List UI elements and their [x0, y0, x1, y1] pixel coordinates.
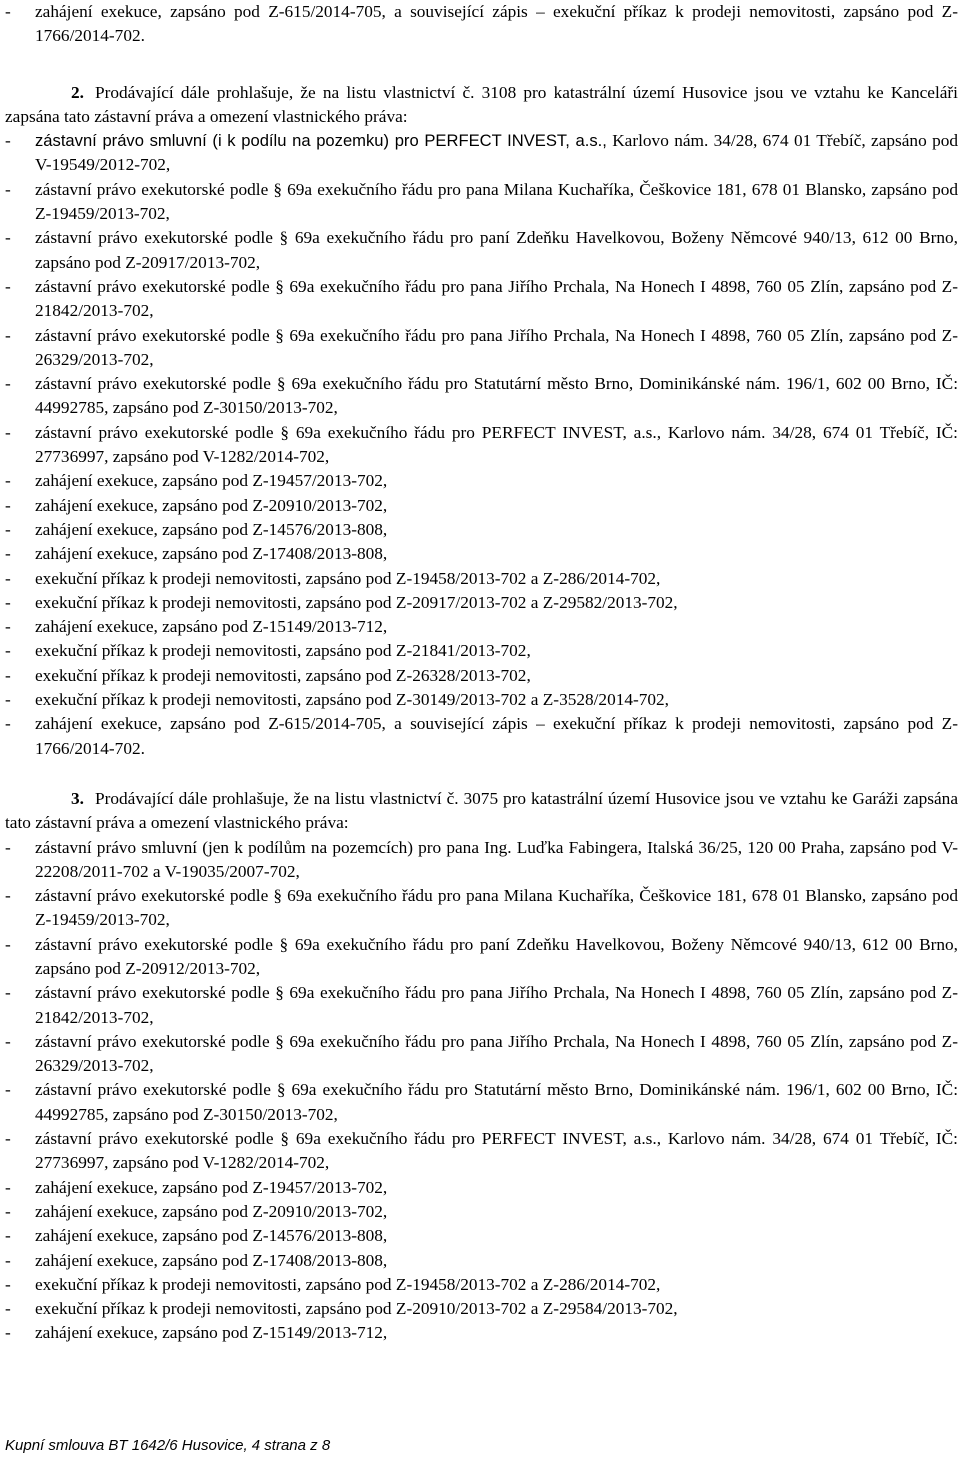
list-item — [5, 1321, 958, 1345]
list-item — [5, 518, 958, 542]
list-dash: - — [5, 690, 11, 710]
list-item — [5, 178, 958, 227]
list-dash: - — [5, 837, 11, 857]
section-2-number: 2. — [71, 82, 84, 102]
section-2-intro — [5, 81, 958, 130]
list-item-text: zástavní právo exekutorské podle § 69a exekučního řádu pro paní Zdeňku Havelkovou, Boženy Němcové 940/13, 612 00 Brno, zapsáno pod Z-20917/2013-702, — [35, 228, 958, 272]
list-item-text: zástavní právo exekutorské podle § 69a exekučního řádu pro paní Zdeňku Havelkovou, Boženy Němcové 940/13, 612 00 Brno, zapsáno pod Z-20912/2013-702, — [35, 934, 958, 978]
list-item — [5, 1297, 958, 1321]
list-item-text: zahájení exekuce, zapsáno pod Z-19457/2013-702, — [35, 471, 388, 491]
list-item — [5, 1273, 958, 1297]
list-item-text: zástavní právo exekutorské podle § 69a exekučního řádu pro pana Milana Kuchaříka, Češkovice 181, 678 01 Blansko, zapsáno pod Z-19459/2013-702, — [35, 886, 958, 930]
section-2-intro-text: Prodávající dále prohlašuje, že na listu vlastnictví č. 3108 pro katastrální území Husovice jsou ve vztahu ke Kanceláři zapsána tato zástavní práva a omezení vlastnického práva: — [5, 82, 958, 126]
list-item-text: exekuční příkaz k prodeji nemovitosti, zapsáno pod Z-30149/2013-702 a Z-3528/2014-702, — [35, 690, 669, 710]
list-item-text: zástavní právo exekutorské podle § 69a exekučního řádu pro Statutární město Brno, Dominikánské nám. 196/1, 602 00 Brno, IČ: 44992785, zapsáno pod Z-30150/2013-702, — [35, 1080, 958, 1124]
list-dash: - — [5, 519, 11, 539]
list-item-text: exekuční příkaz k prodeji nemovitosti, zapsáno pod Z-19458/2013-702 a Z-286/2014-702, — [35, 1274, 661, 1294]
list-dash: - — [5, 641, 11, 661]
list-item-text: exekuční příkaz k prodeji nemovitosti, zapsáno pod Z-26328/2013-702, — [35, 665, 531, 685]
section-3-intro-text: Prodávající dále prohlašuje, že na listu vlastnictví č. 3075 pro katastrální území Husovice jsou ve vztahu ke Garáži zapsána tato zástavní práva a omezení vlastnického práva: — [5, 788, 958, 833]
list-item-text: zástavní právo exekutorské podle § 69a exekučního řádu pro PERFECT INVEST, a.s., Karlovo nám. 34/28, 674 01 Třebíč, IČ: 27736997, zapsáno pod V-1282/2014-702, — [35, 1129, 958, 1173]
list-dash: - — [5, 886, 11, 906]
list-item-text: exekuční příkaz k prodeji nemovitosti, zapsáno pod Z-20917/2013-702 a Z-29582/2013-702, — [35, 592, 678, 612]
list-item-text: zahájení exekuce, zapsáno pod Z-19457/2013-702, — [35, 1177, 388, 1197]
list-dash: - — [5, 1080, 11, 1100]
list-item-text: zástavní právo exekutorské podle § 69a exekučního řádu pro pana Jiřího Prchala, Na Honech I 4898, 760 05 Zlín, zapsáno pod Z-21842/2013-702, — [35, 276, 958, 321]
list-item — [5, 1030, 958, 1079]
list-item — [5, 324, 958, 373]
list-item-text: exekuční příkaz k prodeji nemovitosti, zapsáno pod Z-21841/2013-702, — [35, 641, 531, 661]
list-item-text: zahájení exekuce, zapsáno pod Z-17408/2013-808, — [35, 544, 388, 564]
list-item-text: zástavní právo exekutorské podle § 69a exekučního řádu pro pana Milana Kuchaříka, Češkovice 181, 678 01 Blansko, zapsáno pod Z-19459/2013-702, — [35, 179, 958, 224]
list-dash: - — [5, 983, 11, 1003]
list-dash: - — [5, 1201, 11, 1221]
list-item-text: zahájení exekuce, zapsáno pod Z-20910/2013-702, — [35, 1201, 388, 1221]
list-dash: - — [5, 471, 11, 491]
list-dash: - — [5, 131, 11, 151]
list-item-text: zahájení exekuce, zapsáno pod Z-15149/2013-712, — [35, 1323, 388, 1343]
list-item-text: zahájení exekuce, zapsáno pod Z-17408/2013-808, — [35, 1250, 388, 1270]
list-item-text: zahájení exekuce, zapsáno pod Z-20910/2013-702, — [35, 495, 388, 515]
list-item — [5, 981, 958, 1030]
list-item — [5, 591, 958, 615]
list-item — [5, 712, 958, 761]
list-item — [5, 226, 958, 275]
list-dash: - — [5, 2, 11, 21]
list-item — [5, 129, 958, 178]
list-item — [5, 884, 958, 933]
list-item — [5, 688, 958, 712]
list-item-text: zástavní právo smluvní (jen k podílům na pozemcích) pro pana Ing. Luďka Fabingera, Italská 36/25, 120 00 Praha, zapsáno pod V-22208/2011-702 a V-19035/2007-702, — [35, 837, 958, 881]
list-dash: - — [5, 544, 11, 564]
list-item — [5, 0, 958, 49]
list-dash: - — [5, 617, 11, 637]
list-item — [5, 664, 958, 688]
list-item — [5, 933, 958, 982]
list-item-text-sans: zástavní právo smluvní (i k podílu na pozemku) pro PERFECT INVEST, a.s., — [35, 131, 607, 151]
list-item-text: zástavní právo exekutorské podle § 69a exekučního řádu pro pana Jiřího Prchala, Na Honech I 4898, 760 05 Zlín, zapsáno pod Z-26329/2013-702, — [35, 325, 958, 369]
list-item — [5, 1078, 958, 1127]
top-list — [5, 0, 958, 49]
list-dash: - — [5, 422, 11, 442]
list-item — [5, 567, 958, 591]
list-item-text: zahájení exekuce, zapsáno pod Z-615/2014-705, a související zápis – exekuční příkaz k prodeji nemovitosti, zapsáno pod Z-1766/2014-702. — [35, 2, 958, 46]
list-dash: - — [5, 665, 11, 685]
list-dash: - — [5, 1226, 11, 1246]
list-dash: - — [5, 1129, 11, 1149]
list-item — [5, 1200, 958, 1224]
list-item-text: zástavní právo exekutorské podle § 69a exekučního řádu pro PERFECT INVEST, a.s., Karlovo nám. 34/28, 674 01 Třebíč, IČ: 27736997, zapsáno pod V-1282/2014-702, — [35, 422, 958, 467]
list-dash: - — [5, 592, 11, 612]
page-footer: Kupní smlouva BT 1642/6 Husovice, 4 strana z 8 — [5, 1437, 331, 1454]
list-dash: - — [5, 714, 11, 734]
list-dash: - — [5, 495, 11, 515]
list-item-text: zástavní právo exekutorské podle § 69a exekučního řádu pro pana Jiřího Prchala, Na Honech I 4898, 760 05 Zlín, zapsáno pod Z-26329/2013-702, — [35, 1031, 958, 1076]
list-dash: - — [5, 1177, 11, 1197]
list-dash: - — [5, 1323, 11, 1343]
list-dash: - — [5, 1299, 11, 1319]
list-item-text: zahájení exekuce, zapsáno pod Z-14576/2013-808, — [35, 1226, 388, 1246]
section-3-number: 3. — [71, 788, 84, 808]
list-dash: - — [5, 568, 11, 588]
list-dash: - — [5, 228, 11, 248]
list-item-text: exekuční příkaz k prodeji nemovitosti, zapsáno pod Z-19458/2013-702 a Z-286/2014-702, — [35, 568, 661, 588]
list-dash: - — [5, 1274, 11, 1294]
list-item-text: zahájení exekuce, zapsáno pod Z-15149/2013-712, — [35, 617, 388, 637]
list-item — [5, 1224, 958, 1248]
list-item-text: zahájení exekuce, zapsáno pod Z-615/2014-705, a související zápis – exekuční příkaz k prodeji nemovitosti, zapsáno pod Z-1766/2014-702. — [35, 714, 958, 758]
list-item — [5, 421, 958, 470]
list-dash: - — [5, 374, 11, 394]
section-2-list — [5, 129, 958, 761]
list-dash: - — [5, 179, 11, 199]
list-item — [5, 1249, 958, 1273]
list-item-text: Karlovo nám. 34/28, 674 01 Třebíč, zapsáno pod V-19549/2012-702, — [35, 131, 958, 175]
list-item — [5, 639, 958, 663]
list-item-text: zahájení exekuce, zapsáno pod Z-14576/2013-808, — [35, 519, 388, 539]
list-item — [5, 1176, 958, 1200]
list-item-text: zástavní právo exekutorské podle § 69a exekučního řádu pro Statutární město Brno, Dominikánské nám. 196/1, 602 00 Brno, IČ: 44992785, zapsáno pod Z-30150/2013-702, — [35, 374, 958, 418]
list-dash: - — [5, 1031, 11, 1051]
list-item — [5, 469, 958, 493]
document-body — [5, 0, 958, 1346]
list-dash: - — [5, 276, 11, 296]
list-item — [5, 372, 958, 421]
list-item — [5, 494, 958, 518]
list-item — [5, 836, 958, 885]
list-dash: - — [5, 325, 11, 345]
list-item — [5, 615, 958, 639]
list-dash: - — [5, 1250, 11, 1270]
list-item-text: zástavní právo exekutorské podle § 69a exekučního řádu pro pana Jiřího Prchala, Na Honech I 4898, 760 05 Zlín, zapsáno pod Z-21842/2013-702, — [35, 983, 958, 1027]
list-item — [5, 1127, 958, 1176]
section-3-intro — [5, 787, 958, 836]
list-item — [5, 275, 958, 324]
list-dash: - — [5, 934, 11, 954]
list-item-text: exekuční příkaz k prodeji nemovitosti, zapsáno pod Z-20910/2013-702 a Z-29584/2013-702, — [35, 1299, 678, 1319]
list-item — [5, 542, 958, 566]
section-3-list — [5, 836, 958, 1346]
